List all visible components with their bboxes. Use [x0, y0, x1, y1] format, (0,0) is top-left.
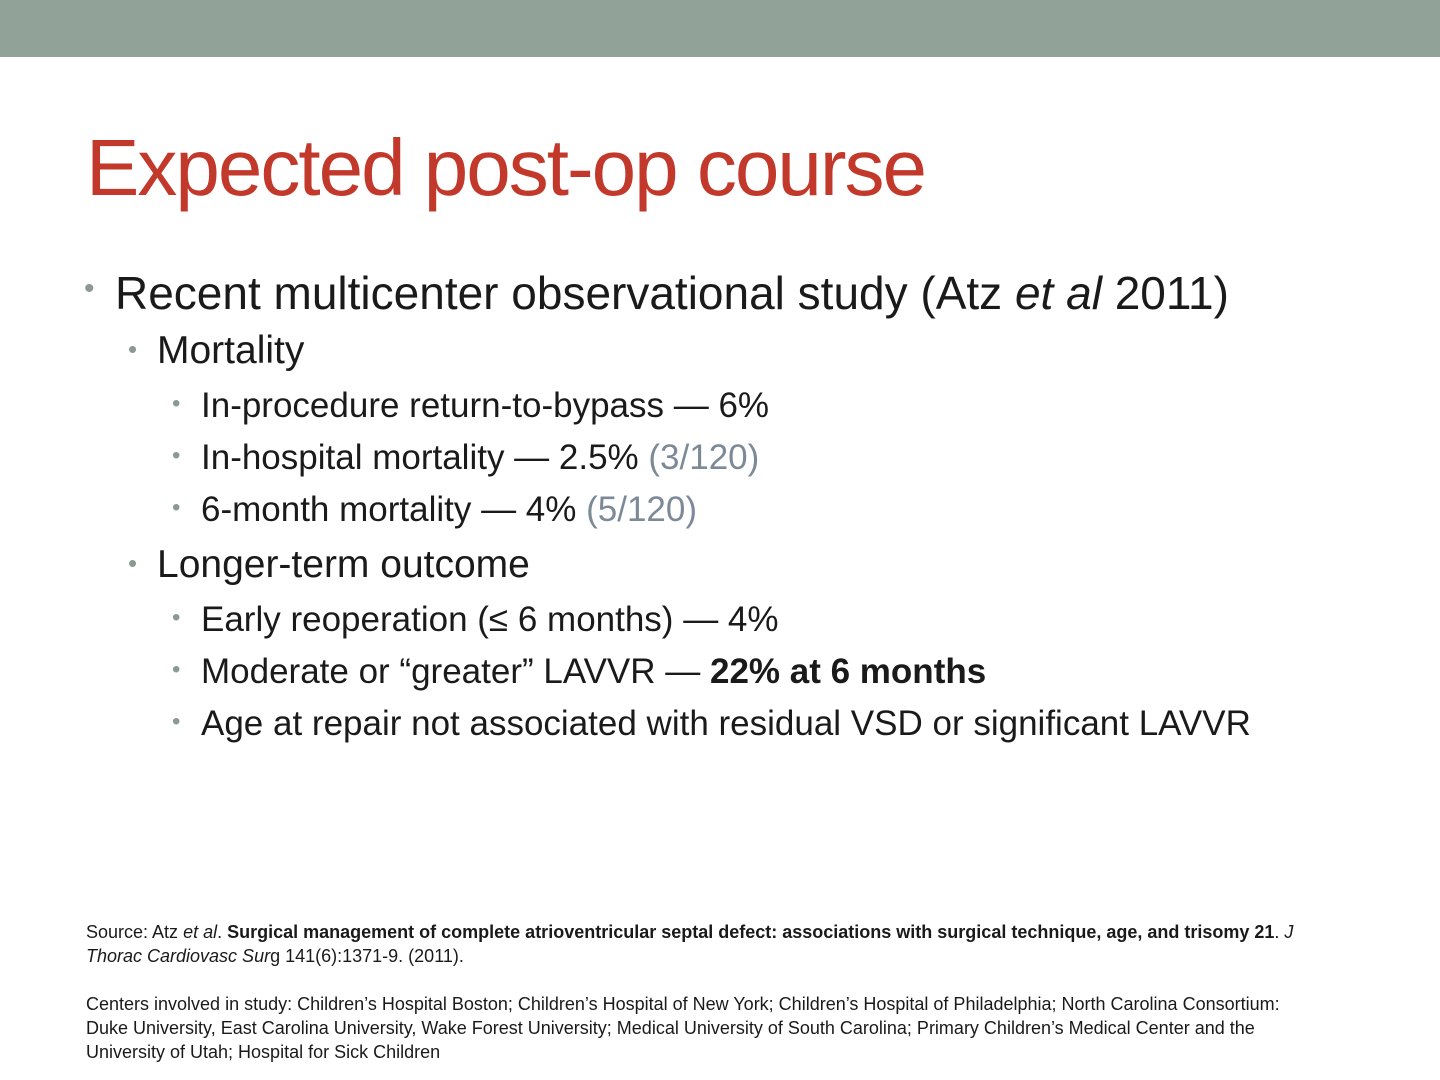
source-article-title: Surgical management of complete atrioventricular septal defect: associations with surgical technique, age, and trisomy 21 [227, 922, 1275, 942]
source-dot: . [217, 922, 228, 942]
study-text-italic: et al [1014, 267, 1102, 319]
bullet-dot: • [172, 494, 181, 521]
item-text: In-hospital mortality — 2.5% [201, 438, 649, 477]
mortality-heading: Mortality [157, 329, 305, 372]
item-text: Moderate or “greater” LAVVR — [201, 652, 710, 691]
source-etal: et al [183, 922, 218, 942]
item-text: Age at repair not associated with residual VSD or significant LAVVR [201, 704, 1251, 743]
list-item [172, 600, 779, 640]
bullet-mortality [128, 329, 305, 373]
item-bold: 22% at 6 months [710, 652, 987, 691]
bullet-dot: • [128, 334, 138, 364]
bullet-dot: • [172, 708, 181, 735]
bullet-dot: • [128, 548, 138, 578]
source-dot2: . [1274, 922, 1285, 942]
bullet-dot: • [172, 656, 181, 683]
centers-note: Centers involved in study: Children’s Hospital Boston; Children’s Hospital of New York; Children’s Hospital of Philadelphia; North Carolina Consortium: Duke University, East Carolina University, Wake Forest University; Medical University of South Carolina; Primary Children’s Medical Center and the University of Utah; Hospital for Sick Children [86, 994, 1280, 1062]
source-citation [86, 920, 1326, 968]
source-journal: J Thorac Cardiovasc Sur [86, 922, 1294, 966]
bullet-dot: • [172, 442, 181, 469]
longer-term-heading: Longer-term outcome [157, 543, 530, 586]
source-journal-rest: g 141(6):1371-9. (2011). [270, 946, 464, 966]
list-item [172, 490, 698, 530]
item-note: (3/120) [648, 438, 760, 477]
item-note: (5/120) [586, 490, 698, 529]
bullet-study [84, 266, 1229, 320]
item-text: 6-month mortality — 4% [201, 490, 587, 529]
bullet-longer-term [128, 543, 530, 587]
bullet-dot: • [172, 390, 181, 417]
item-text: Early reoperation (≤ 6 months) — 4% [201, 600, 779, 639]
list-item [172, 652, 987, 692]
list-item [172, 438, 760, 478]
list-item [172, 704, 1251, 744]
list-item [172, 386, 770, 426]
item-text: In-procedure return-to-bypass — 6% [201, 386, 770, 425]
study-text-before: Recent multicenter observational study (Atz [115, 267, 1015, 319]
top-accent-bar [0, 0, 1440, 57]
slide-title: Expected post-op course [86, 123, 925, 212]
bullet-dot: • [172, 604, 181, 631]
source-prefix: Source: Atz [86, 922, 184, 942]
study-text-after: 2011) [1101, 267, 1229, 319]
bullet-dot: • [84, 272, 95, 305]
